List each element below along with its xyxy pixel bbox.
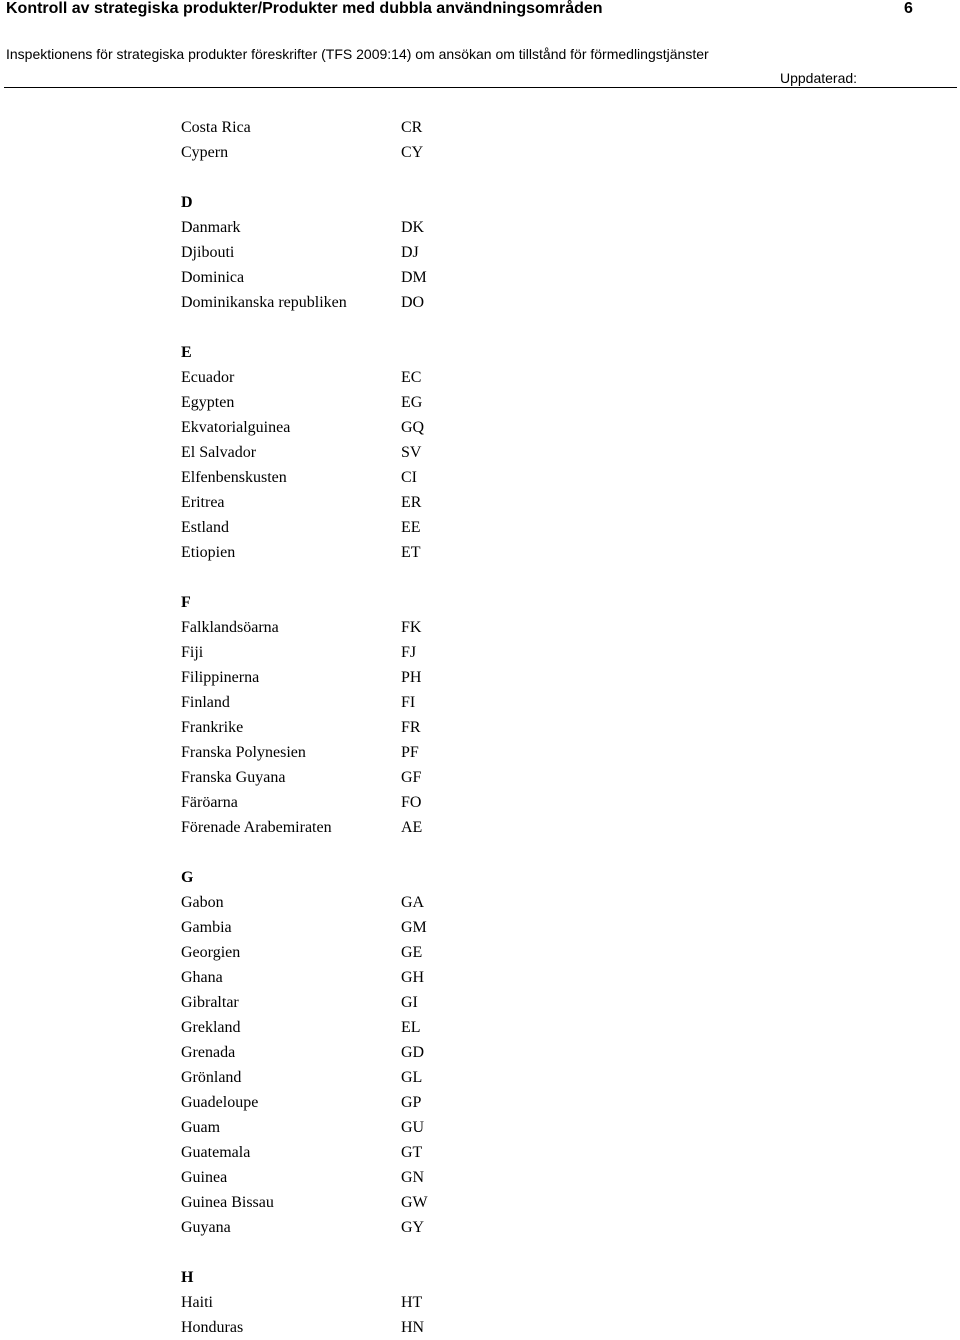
country-code: GQ [401, 419, 425, 436]
country-code: GE [401, 944, 423, 961]
section-gap [181, 1240, 681, 1265]
country-row [181, 890, 681, 915]
country-row [181, 1115, 681, 1140]
document-subtitle: Inspektionens för strategiska produkter föreskrifter (TFS 2009:14) om ansökan om tillstånd för förmedlingstjänster [6, 46, 709, 62]
country-row [181, 1315, 681, 1340]
country-code-list [181, 115, 681, 1340]
header-divider [4, 87, 957, 88]
country-name: Färöarna [181, 794, 238, 811]
country-row [181, 1090, 681, 1115]
country-name: Ekvatorialguinea [181, 419, 291, 436]
country-code: GT [401, 1144, 423, 1161]
country-code: CY [401, 144, 424, 161]
country-code: GP [401, 1094, 422, 1111]
country-row [181, 790, 681, 815]
section-letter-heading: D [181, 194, 193, 211]
country-code: CR [401, 119, 423, 136]
country-row [181, 390, 681, 415]
country-row [181, 740, 681, 765]
country-name: Gambia [181, 919, 232, 936]
country-name: Frankrike [181, 719, 244, 736]
country-name: Honduras [181, 1319, 244, 1336]
country-code: GA [401, 894, 425, 911]
section-letter-heading: G [181, 869, 194, 886]
country-row [181, 440, 681, 465]
country-name: Förenade Arabemiraten [181, 819, 332, 836]
country-code: GD [401, 1044, 425, 1061]
country-row [181, 290, 681, 315]
country-name: Ecuador [181, 369, 235, 386]
country-code: GL [401, 1069, 423, 1086]
country-row [181, 515, 681, 540]
country-code: DJ [401, 244, 419, 261]
country-code: GM [401, 919, 427, 936]
country-row [181, 490, 681, 515]
country-code: GI [401, 994, 418, 1011]
country-row [181, 990, 681, 1015]
country-name: Grekland [181, 1019, 241, 1036]
country-row [181, 1165, 681, 1190]
country-name: Grenada [181, 1044, 236, 1061]
country-name: Filippinerna [181, 669, 260, 686]
country-row [181, 1015, 681, 1040]
country-name: Ghana [181, 969, 223, 986]
country-code: AE [401, 819, 423, 836]
country-row [181, 365, 681, 390]
country-name: Haiti [181, 1294, 213, 1311]
country-name: Fiji [181, 644, 204, 661]
country-row [181, 940, 681, 965]
country-name: Eritrea [181, 494, 225, 511]
country-row [181, 1040, 681, 1065]
country-row [181, 615, 681, 640]
country-row [181, 240, 681, 265]
country-row [181, 415, 681, 440]
country-row [181, 965, 681, 990]
updated-label: Uppdaterad: [780, 70, 858, 86]
country-code: ET [401, 544, 421, 561]
country-code: SV [401, 444, 422, 461]
country-row [181, 915, 681, 940]
country-row [181, 1290, 681, 1315]
country-row [181, 715, 681, 740]
section-gap [181, 315, 681, 340]
country-name: Gibraltar [181, 994, 239, 1011]
country-code: DM [401, 269, 427, 286]
country-name: Guinea Bissau [181, 1194, 274, 1211]
document-title: Kontroll av strategiska produkter/Produkter med dubbla användningsområden [6, 0, 603, 17]
country-name: Franska Polynesien [181, 744, 306, 761]
country-code: FI [401, 694, 416, 711]
country-row [181, 1215, 681, 1240]
country-code: GF [401, 769, 422, 786]
country-name: Guatemala [181, 1144, 251, 1161]
country-code: PH [401, 669, 422, 686]
country-row [181, 215, 681, 240]
country-code: GW [401, 1194, 428, 1211]
page-number: 6 [904, 0, 913, 17]
country-code: GH [401, 969, 425, 986]
country-code: FJ [401, 644, 417, 661]
country-code: EL [401, 1019, 421, 1036]
country-code: FR [401, 719, 421, 736]
country-code: FO [401, 794, 422, 811]
country-row [181, 815, 681, 840]
country-code: DO [401, 294, 425, 311]
section-gap [181, 565, 681, 590]
country-name: Danmark [181, 219, 241, 236]
country-code: ER [401, 494, 422, 511]
country-code: FK [401, 619, 422, 636]
country-name: Egypten [181, 394, 235, 411]
country-row [181, 115, 681, 140]
country-code: EE [401, 519, 421, 536]
country-name: Costa Rica [181, 119, 251, 136]
country-code: EG [401, 394, 423, 411]
country-name: Djibouti [181, 244, 235, 261]
country-row [181, 265, 681, 290]
country-name: Dominica [181, 269, 245, 286]
country-name: Guinea [181, 1169, 228, 1186]
country-name: Falklandsöarna [181, 619, 279, 636]
country-code: GY [401, 1219, 425, 1236]
country-name: Finland [181, 694, 230, 711]
country-row [181, 690, 681, 715]
country-row [181, 1065, 681, 1090]
country-name: Guadeloupe [181, 1094, 259, 1111]
country-code: HT [401, 1294, 423, 1311]
country-name: El Salvador [181, 444, 257, 461]
section-letter-heading: E [181, 344, 192, 361]
country-code: GU [401, 1119, 425, 1136]
country-code: PF [401, 744, 419, 761]
country-name: Guam [181, 1119, 221, 1136]
country-name: Elfenbenskusten [181, 469, 287, 486]
country-name: Dominikanska republiken [181, 294, 347, 311]
country-code: GN [401, 1169, 425, 1186]
country-name: Grönland [181, 1069, 242, 1086]
country-code: HN [401, 1319, 425, 1336]
country-code: DK [401, 219, 425, 236]
country-row [181, 540, 681, 565]
country-code: CI [401, 469, 417, 486]
country-name: Etiopien [181, 544, 236, 561]
section-letter-heading: H [181, 1269, 194, 1286]
country-row [181, 1190, 681, 1215]
country-row [181, 640, 681, 665]
country-name: Franska Guyana [181, 769, 286, 786]
section-gap [181, 165, 681, 190]
country-name: Estland [181, 519, 229, 536]
country-row [181, 765, 681, 790]
section-gap [181, 840, 681, 865]
country-row [181, 1140, 681, 1165]
country-row [181, 140, 681, 165]
country-name: Guyana [181, 1219, 231, 1236]
country-row [181, 465, 681, 490]
country-name: Cypern [181, 144, 229, 161]
country-name: Georgien [181, 944, 241, 961]
section-letter-heading: F [181, 594, 191, 611]
country-name: Gabon [181, 894, 224, 911]
country-code: EC [401, 369, 422, 386]
country-row [181, 665, 681, 690]
